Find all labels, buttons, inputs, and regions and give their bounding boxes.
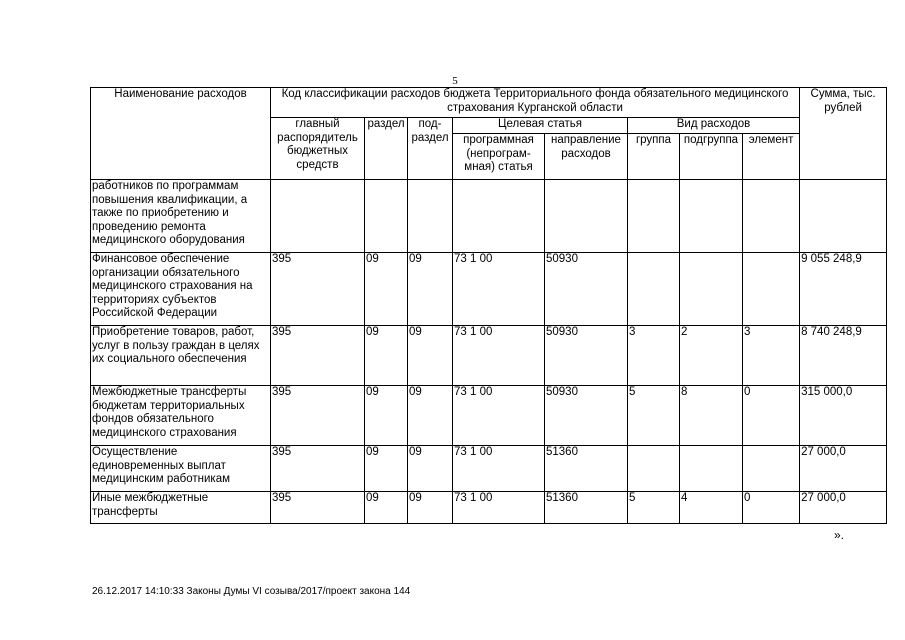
header-main-manager: главный распорядитель бюджетных средств [271, 118, 365, 180]
cell-section: 09 [365, 253, 408, 326]
cell-group: 5 [628, 492, 680, 524]
cell-direction: 50930 [545, 326, 628, 386]
cell-subgroup: 2 [680, 326, 743, 386]
cell-manager [271, 180, 365, 253]
cell-name: работников по программам повышения квалификации, а также по приобретению и проведению ремонта медицинского оборудования [91, 180, 271, 253]
cell-program: 73 1 00 [453, 386, 545, 446]
cell-sum: 27 000,0 [800, 492, 887, 524]
table-row [91, 446, 887, 492]
cell-element: 0 [743, 386, 800, 446]
cell-manager: 395 [271, 253, 365, 326]
cell-subgroup: 4 [680, 492, 743, 524]
cell-program: 73 1 00 [453, 326, 545, 386]
header-subgroup: подгруппа [680, 134, 743, 180]
cell-manager: 395 [271, 386, 365, 446]
cell-direction: 50930 [545, 253, 628, 326]
cell-sum: 9 055 248,9 [800, 253, 887, 326]
cell-name: Осуществление единовременных выплат медицинским работникам [91, 446, 271, 492]
header-expense-type: Вид расходов [628, 118, 800, 134]
table-row [91, 253, 887, 326]
header-sum: Сумма, тыс. рублей [800, 88, 887, 180]
cell-name: Приобретение товаров, работ, услуг в пользу граждан в целях их социального обеспечения [91, 326, 271, 386]
cell-group: 3 [628, 326, 680, 386]
cell-program: 73 1 00 [453, 492, 545, 524]
cell-program: 73 1 00 [453, 446, 545, 492]
cell-subsection: 09 [408, 253, 453, 326]
cell-manager: 395 [271, 446, 365, 492]
cell-sum [800, 180, 887, 253]
cell-subgroup: 8 [680, 386, 743, 446]
cell-direction: 51360 [545, 492, 628, 524]
cell-name: Иные межбюджетные трансферты [91, 492, 271, 524]
header-section: раздел [365, 118, 408, 180]
cell-section: 09 [365, 386, 408, 446]
cell-element [743, 253, 800, 326]
budget-table [90, 87, 887, 524]
header-subsection: под-раздел [408, 118, 453, 180]
cell-subsection [408, 180, 453, 253]
cell-section: 09 [365, 326, 408, 386]
header-direction: направление расходов [545, 134, 628, 180]
cell-program [453, 180, 545, 253]
document-footer: 26.12.2017 14:10:33 Законы Думы VI созыва/2017/проект закона 144 [92, 586, 411, 597]
cell-section [365, 180, 408, 253]
cell-element: 0 [743, 492, 800, 524]
cell-group [628, 446, 680, 492]
cell-subgroup [680, 180, 743, 253]
header-target-article: Целевая статья [453, 118, 628, 134]
cell-manager: 395 [271, 326, 365, 386]
cell-direction: 51360 [545, 446, 628, 492]
cell-sum: 315 000,0 [800, 386, 887, 446]
cell-group [628, 253, 680, 326]
table-row [91, 492, 887, 524]
header-group: группа [628, 134, 680, 180]
cell-group: 5 [628, 386, 680, 446]
cell-name: Финансовое обеспечение организации обязательного медицинского страхования на территориях субъектов Российской Федерации [91, 253, 271, 326]
cell-program: 73 1 00 [453, 253, 545, 326]
page-number: 5 [452, 75, 458, 87]
header-element: элемент [743, 134, 800, 180]
cell-direction: 50930 [545, 386, 628, 446]
cell-subsection: 09 [408, 492, 453, 524]
cell-element [743, 180, 800, 253]
cell-element [743, 446, 800, 492]
cell-subsection: 09 [408, 446, 453, 492]
header-program: программная (непрограм-мная) статья [453, 134, 545, 180]
table-body [91, 180, 887, 524]
table-row [91, 326, 887, 386]
table-header [91, 88, 887, 180]
header-code-title: Код классификации расходов бюджета Территориального фонда обязательного медицинского страхования Курганской области [271, 88, 800, 118]
cell-subsection: 09 [408, 326, 453, 386]
cell-group [628, 180, 680, 253]
table-row [91, 386, 887, 446]
cell-subgroup [680, 446, 743, 492]
cell-sum: 8 740 248,9 [800, 326, 887, 386]
cell-subsection: 09 [408, 386, 453, 446]
cell-section: 09 [365, 446, 408, 492]
header-name: Наименование расходов [91, 88, 271, 180]
cell-section: 09 [365, 492, 408, 524]
cell-subgroup [680, 253, 743, 326]
cell-name: Межбюджетные трансферты бюджетам территориальных фондов обязательного медицинского страхования [91, 386, 271, 446]
cell-sum: 27 000,0 [800, 446, 887, 492]
cell-direction [545, 180, 628, 253]
cell-element: 3 [743, 326, 800, 386]
closing-quote-mark: ». [834, 528, 845, 542]
cell-manager: 395 [271, 492, 365, 524]
table-row [91, 180, 887, 253]
